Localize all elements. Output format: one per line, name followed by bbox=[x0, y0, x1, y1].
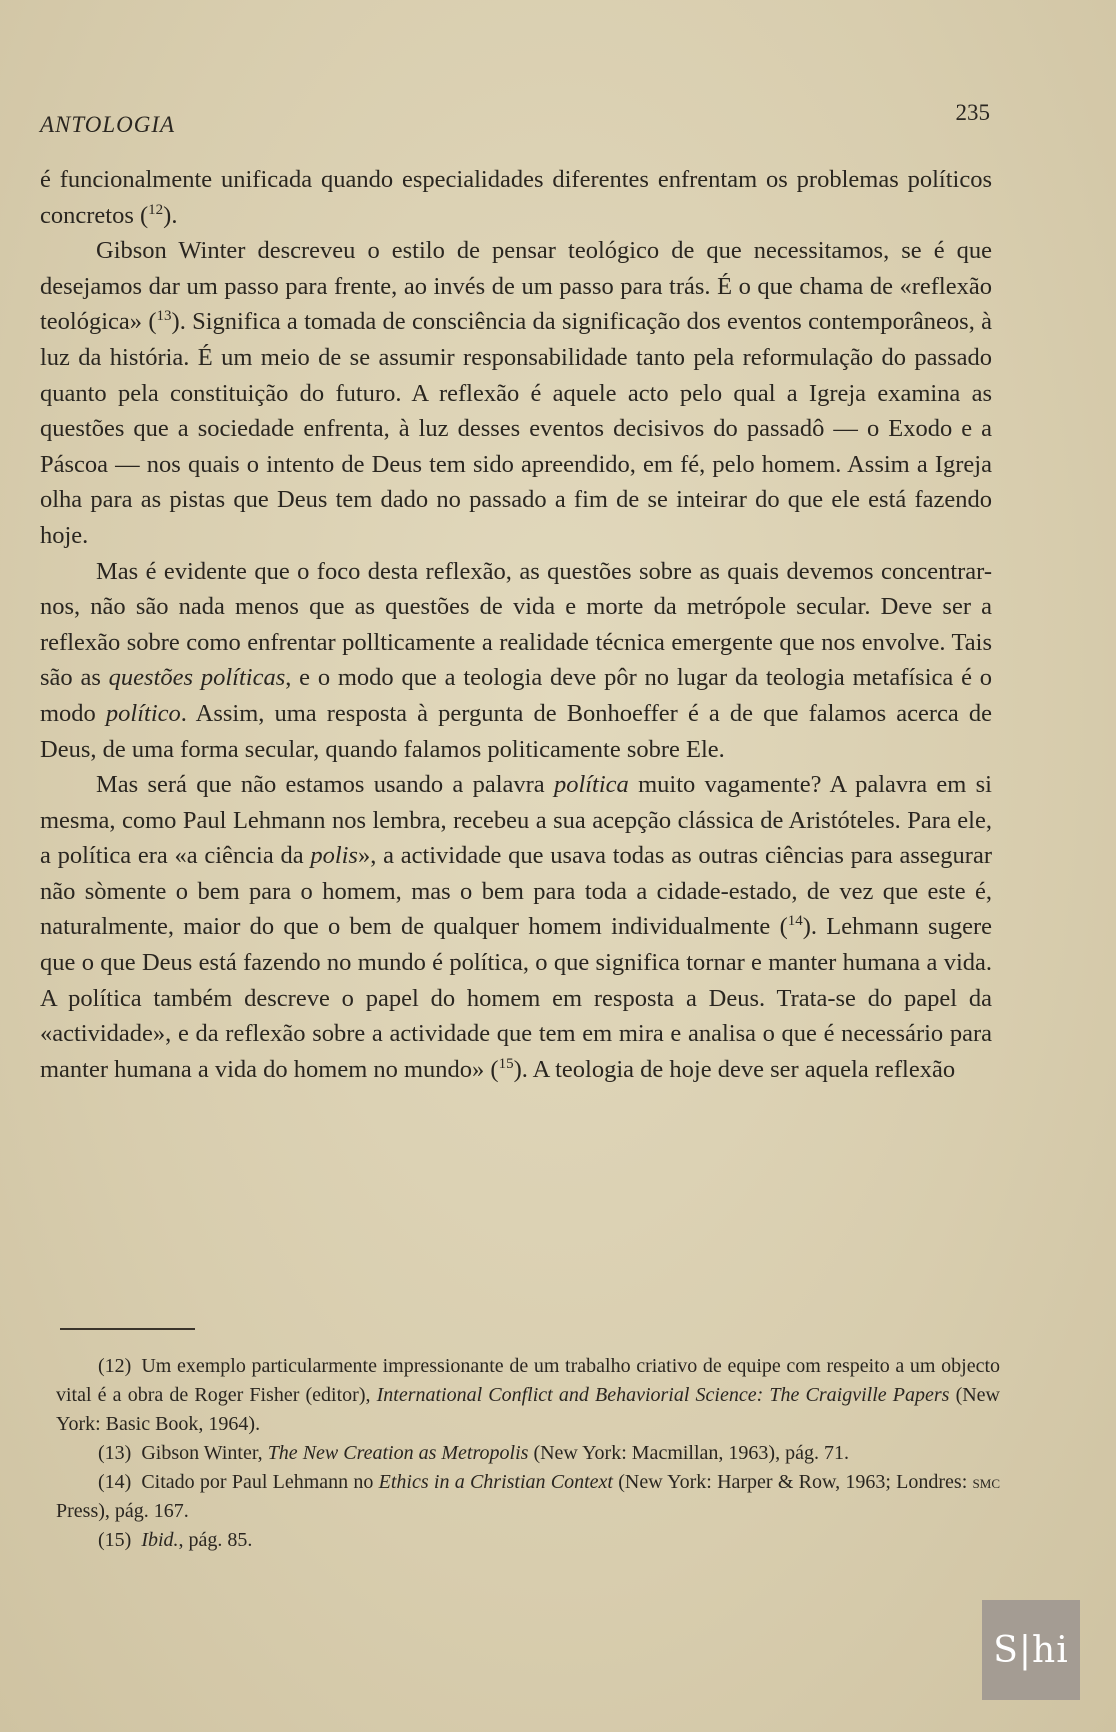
footnote-mark: (15) bbox=[98, 1529, 132, 1551]
text-run: smc bbox=[972, 1472, 1000, 1492]
page-number: 235 bbox=[955, 100, 990, 125]
italic-text: questões políticas bbox=[108, 664, 286, 692]
footnote bbox=[56, 1439, 1000, 1468]
text-run: é funcionalmente unificada quando especialidades diferentes enfrentam os problemas políticos concretos ( bbox=[40, 166, 992, 229]
footnote bbox=[56, 1468, 1000, 1526]
text-run: Citado por Paul Lehmann no bbox=[141, 1471, 379, 1493]
text-run: ). Significa a tomada de consciência da significação dos eventos contemporâneos, à luz da história. É um meio de se assumir responsabilidade tanto pela reformulação do passado quanto pela constituição do futuro. A reflexão é aquele acto pelo qual a Igreja examina as questões que a sociedade enfrenta, à luz desses eventos decisivos do passadô — o Exodo e a Páscoa — nos quais o intento de Deus tem sido apreendido, em fé, pelo homem. Assim a Igreja olha para as pistas que Deus tem dado no passado a fim de se inteirar do que ele está fazendo hoje. bbox=[40, 308, 993, 549]
paragraph bbox=[40, 767, 992, 1087]
text-run: , e o modo que a teologia deve pôr no lugar da teologia metafísica é o modo bbox=[40, 664, 992, 727]
text-run: ). A teologia de hoje deve ser aquela reflexão bbox=[513, 1055, 956, 1083]
watermark-text: S|hi bbox=[993, 1629, 1069, 1671]
text-run: Press), pág. 167. bbox=[56, 1500, 189, 1522]
text-run: », a actividade que usava todas as outras ciências para assegurar não sòmente o bem para o homem, mas o bem para toda a cidade-estado, de vez que este é, naturalmente, maior do que o bem de qualquer homem individualmente ( bbox=[40, 842, 992, 941]
paragraph bbox=[40, 233, 992, 553]
italic-text: International Conflict and Behaviorial Science: The Craigville Papers bbox=[376, 1384, 950, 1406]
italic-text: polis bbox=[310, 842, 358, 870]
text-run: Mas será que não estamos usando a palavra bbox=[96, 771, 554, 799]
text-run: Gibson Winter, bbox=[141, 1442, 268, 1464]
text-run: ). Lehmann sugere que o que Deus está fazendo no mundo é política, o que significa tornar e manter humana a vida. A política também descreve o papel do homem em resposta a Deus. Trata-se do papel da «actividade», e da reflexão sobre a actividade que tem em mira e analisa o que é necessário para manter humana a vida do homem no mundo» ( bbox=[40, 913, 992, 1083]
text-run: Gibson Winter descreveu o estilo de pensar teológico de que necessitamos, se é que desejamos dar um passo para frente, ao invés de um passo para trás. É o que chama de «reflexão teológica» ( bbox=[40, 237, 992, 336]
text-run: (New York: Basic Book, 1964). bbox=[56, 1384, 1000, 1435]
page-header bbox=[40, 100, 990, 140]
footnote-ref: 14 bbox=[787, 913, 803, 930]
footnote-mark: (13) bbox=[98, 1442, 132, 1464]
footnote-ref: 12 bbox=[148, 201, 164, 218]
text-run: muito vagamente? A palavra em si mesma, como Paul Lehmann nos lembra, recebeu a sua acepção clássica de Aristóteles. Para ele, a política era «a ciência da bbox=[40, 771, 992, 870]
text-run: Mas é evidente que o foco desta reflexão, as questões sobre as quais devemos concentrar-nos, não são nada menos que as questões de vida e morte da metrópole secular. Deve ser a reflexão sobre como enfrentar pollticamente a realidade técnica emergente que nos envolve. Tais são as bbox=[40, 557, 992, 692]
footnote-ref: 15 bbox=[498, 1055, 514, 1072]
text-run: . Assim, uma resposta à pergunta de Bonhoeffer é a de que falamos acerca de Deus, de uma forma secular, quando falamos politicamente sobre Ele. bbox=[40, 699, 992, 763]
italic-text: The New Creation as Metropolis bbox=[267, 1442, 529, 1464]
text-run: (New York: Macmillan, 1963), pág. 71. bbox=[528, 1442, 849, 1464]
footnote-mark: (12) bbox=[98, 1355, 132, 1377]
running-title: ANTOLOGIA bbox=[40, 112, 176, 137]
italic-text: política bbox=[553, 771, 629, 799]
footnote bbox=[56, 1352, 1000, 1439]
footnote-rule bbox=[60, 1328, 195, 1330]
text-run: Um exemplo particularmente impressionante de um trabalho criativo de equipe com respeito a um objecto vital é a obra de Roger Fisher (editor), bbox=[56, 1355, 1000, 1406]
footnotes bbox=[56, 1352, 1000, 1555]
text-run: ). bbox=[163, 201, 178, 229]
footnote-mark: (14) bbox=[98, 1471, 132, 1493]
footnote-ref: 13 bbox=[156, 308, 172, 325]
text-run: (New York: Harper & Row, 1963; Londres: bbox=[612, 1471, 973, 1493]
text-run: , pág. 85. bbox=[178, 1529, 253, 1551]
shi-logo-watermark bbox=[982, 1600, 1080, 1700]
italic-text: político bbox=[105, 699, 181, 727]
italic-text: Ibid. bbox=[141, 1529, 179, 1551]
paragraph bbox=[40, 554, 992, 768]
paragraph bbox=[40, 162, 992, 233]
footnote bbox=[56, 1526, 1000, 1555]
italic-text: Ethics in a Christian Context bbox=[378, 1471, 613, 1493]
body-text bbox=[40, 162, 992, 1087]
